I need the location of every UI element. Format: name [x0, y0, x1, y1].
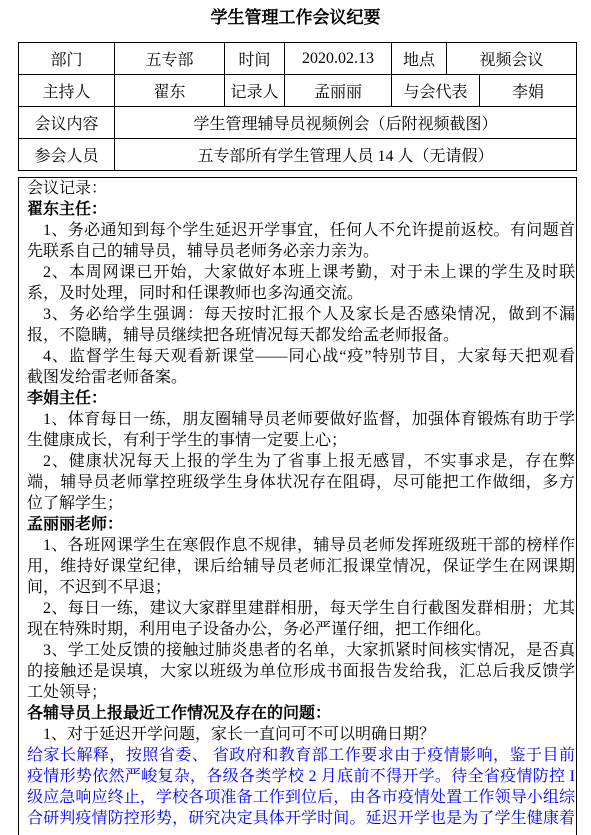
time-value: 2020.02.13 [285, 43, 392, 74]
info-row-basic [19, 43, 576, 75]
speaker-label: 翟东主任： [27, 201, 108, 218]
record-line: 4、监督学生每天观看新课堂——同心战“疫”特别节目，大家每天把观看 [43, 348, 575, 365]
meeting-records [18, 177, 577, 835]
attendees-label: 参会人员 [19, 139, 115, 170]
info-row-content [19, 107, 576, 139]
record-line: 现在特殊时期，利用电子设备办公，务必严谨仔细，把工作细化。 [27, 621, 492, 638]
place-value: 视频会议 [479, 52, 544, 69]
record-item [27, 451, 575, 514]
record-item [27, 598, 575, 640]
host-value: 翟东 [115, 75, 225, 106]
record-line: 2、本周网课已开始，大家做好本班上课考勤，对于未上课的学生及时联 [43, 264, 575, 281]
attendees-value: 五专部所有学生管理人员 14 人（无请假） [197, 148, 494, 165]
page-title: 学生管理工作会议纪要 [210, 8, 381, 27]
record-line: 截图发给雷老师备案。 [27, 369, 188, 386]
record-line: 端，辅导员老师掌控班级学生身体状况存在阻碍，尽可能把工作做细，多方 [27, 474, 575, 491]
reply-line: 级应急响应终止，学校各项准备工作到位后，由各市疫情处置工作领导小组综 [27, 789, 575, 806]
record-line: 3、务必给学生强调：每天按时汇报个人及家长是否感染情况，做到不漏 [43, 306, 575, 323]
host-label: 主持人 [19, 75, 115, 106]
representative-label: 与会代表 [392, 75, 480, 106]
record-item [27, 346, 575, 388]
info-row-people [19, 75, 576, 107]
speaker-label: 李娟主任： [27, 390, 108, 407]
representative-value: 李娟 [511, 84, 544, 101]
reply-line: 合研判疫情防控形势，研究决定具体开学时间。延迟开学也是为了学生健康着 [27, 810, 575, 827]
record-line: 1、体育每日一练，朋友圈辅导员老师要做好监督，加强体育锻炼有助于学 [43, 411, 575, 428]
record-line: 1、务必通知到每个学生延迟开学事宜，任何人不允许提前返校。有问题首 [43, 222, 575, 239]
record-line: 工处领导； [27, 684, 108, 701]
record-item [27, 220, 575, 262]
record-line: 报，不隐瞒，辅导员继续把各班情况每天都发给孟老师报备。 [27, 327, 460, 344]
record-line: 的接触还是误填，大家以班级为单位形成书面报告发给我，汇总后我反馈学 [27, 663, 575, 680]
record-line: 间，不迟到不早退； [27, 579, 172, 596]
record-line: 位了解学生； [27, 495, 124, 512]
reply-line: 疫情形势依然严峻复杂，各级各类学校 2 月底前不得开学。待全省疫情防控 I [27, 768, 575, 785]
speaker-label: 孟丽丽老师： [27, 516, 124, 533]
record-line: 2、健康状况每天上报的学生为了省事上报无感冒，不实事求是，存在弊 [43, 453, 575, 470]
meeting-info-table [18, 42, 577, 171]
records-heading: 会议记录： [27, 180, 108, 197]
record-line: 用，维持好课堂纪律，课后给辅导员老师汇报课堂情况，保证学生在网课期 [27, 558, 575, 575]
record-line: 生健康成长，有利于学生的事情一定要上心； [27, 432, 348, 449]
record-line: 先联系自己的辅导员，辅导员老师务必亲力亲为。 [27, 243, 380, 260]
record-item [27, 640, 575, 703]
record-item [27, 304, 575, 346]
time-label: 时间 [225, 43, 285, 74]
record-line: 1、各班网课学生在寒假作息不规律，辅导员老师发挥班级班干部的榜样作 [43, 537, 575, 554]
info-row-attendees [19, 139, 576, 171]
speaker-section [27, 514, 575, 703]
record-item [27, 535, 575, 598]
record-item [27, 724, 575, 745]
speaker-section [27, 703, 575, 829]
speaker-label: 各辅导员上报最近工作情况及存在的问题： [27, 705, 332, 722]
speaker-section [27, 388, 575, 514]
speaker-section [27, 199, 575, 388]
record-line: 系，及时处理，同时和任课教师也多沟通交流。 [27, 285, 364, 302]
record-line: 2、每日一练，建议大家群里建群相册，每天学生自行截图发群相册；尤其 [43, 600, 575, 617]
reply-paragraph [27, 745, 575, 829]
record-item [27, 409, 575, 451]
dept-label: 部门 [19, 43, 115, 74]
reply-line: 给家长解释，按照省委、 省政府和教育部工作要求由于疫情影响，鉴于目前 [27, 747, 575, 764]
recorder-label: 记录人 [225, 75, 285, 106]
content-value: 学生管理辅导员视频例会（后附视频截图） [193, 116, 498, 133]
recorder-value: 孟丽丽 [285, 75, 392, 106]
content-label: 会议内容 [19, 107, 115, 138]
record-line: 3、学工处反馈的接触过肺炎患者的名单，大家抓紧时间核实情况，是否真 [43, 642, 575, 659]
record-item [27, 262, 575, 304]
record-line: 1、对于延迟开学问题，家长一直问可不可以明确日期？ [43, 726, 436, 743]
place-label: 地点 [392, 43, 447, 74]
dept-value: 五专部 [115, 43, 225, 74]
